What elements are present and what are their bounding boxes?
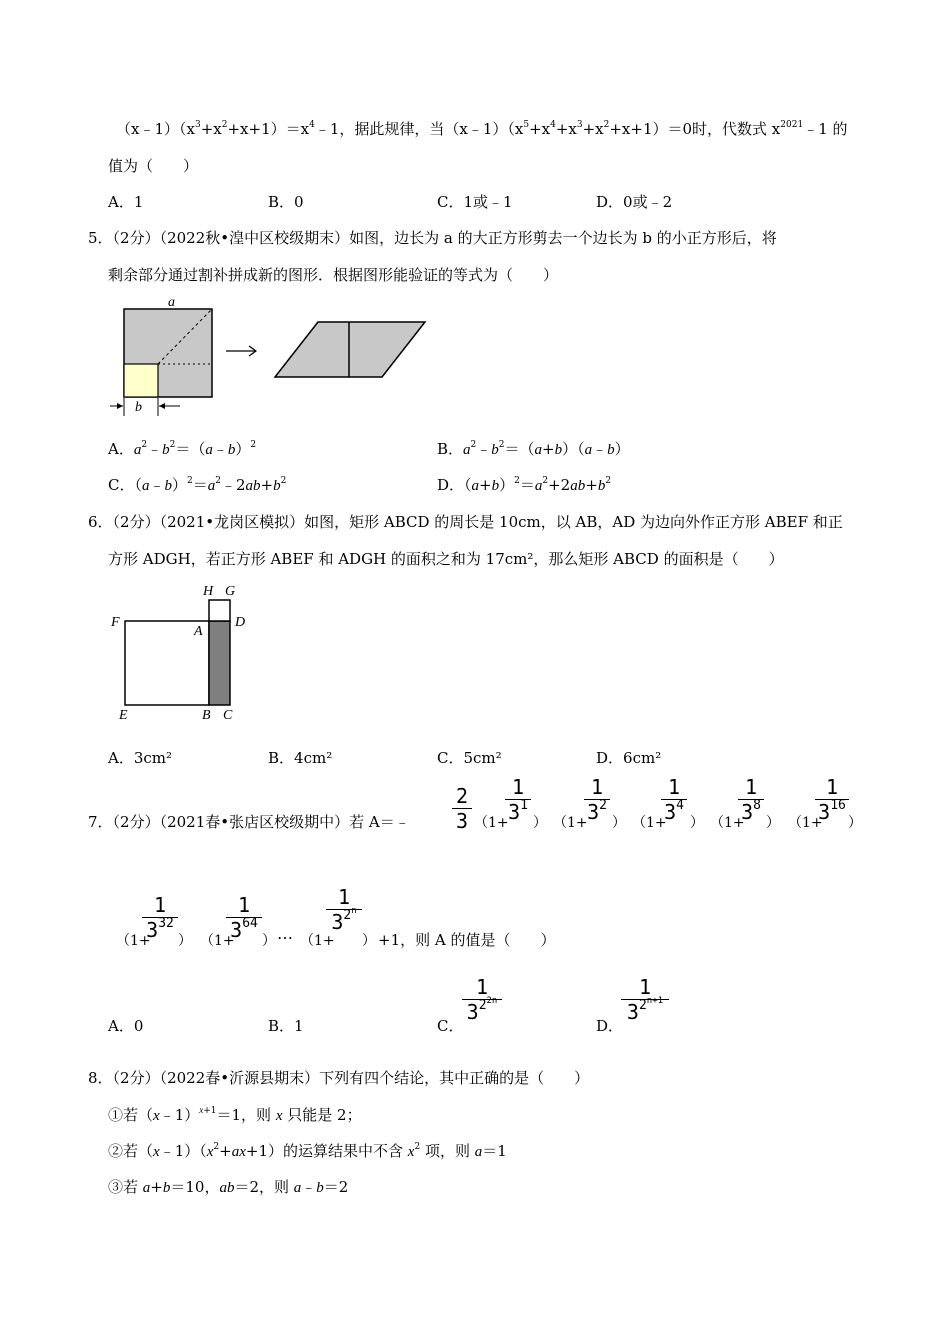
frac-num: 1 [744,775,758,799]
q7-frac-n [326,886,362,933]
q7-close-8: ） [362,933,376,949]
frac-den [462,996,502,1024]
q7-close-6: ） [178,933,192,949]
frac-den [815,798,849,824]
q7-close-4: ） [766,815,780,831]
q7-option-d-frac [621,976,669,1023]
frac-den [326,906,362,934]
frac-num: 1 [590,775,604,799]
q6-stem-line1: 6．（2分）（2021•龙岗区模拟）如图，矩形 ABCD 的周长是 10cm，以 AB，AD 为边向外作正方形 ABEF 和正 [88,513,843,531]
q5-option-b: B．$a^2﹣b^2=(a+b)(a﹣b)$ [437,440,630,458]
q4-text: +x [529,120,551,138]
q6-stem-line2: 方形 ADGH，若正方形 ABEF 和 ADGH 的面积之和为 17cm²，那么矩形 ABCD 的面积是（ ） [108,550,784,568]
exp: 2 [599,798,607,813]
exp: 64 [242,916,258,931]
frac-num: 1 [667,775,681,799]
square-adgh [209,600,230,621]
q7-close-2: ） [612,815,626,831]
q7-open-7: （1+ [200,933,235,949]
label-C: C [223,708,233,723]
q4-text: ﹣1 的 [803,120,848,138]
q7-close-3: ） [690,815,704,831]
b-arrowhead-right [159,403,165,409]
frac-den [661,798,687,824]
q4-line1 [116,118,848,139]
q4-option-b: B．0 [268,193,304,211]
frac-den [142,916,178,942]
base: 3 [626,1000,639,1024]
exp: 4 [550,120,556,130]
q7-option-d: D． [596,1017,624,1035]
q6-figure [105,578,265,726]
base: 2 [638,998,647,1013]
label-F: F [111,615,120,630]
q5-option-c: C．$(a﹣b)^2=a^2﹣2ab+b^2$ [108,476,287,494]
q5-stem-line1: 5．（2分）（2022秋•湟中区校级期末）如图，边长为 a 的大正方形剪去一个边长为 b 的小正方形后，将 [88,229,777,247]
parallelogram [275,322,425,377]
q7-tail: +1，则 A 的值是（ ） [378,931,556,949]
frac-num: 1 [337,885,351,909]
exp: 1 [520,798,528,813]
q7-close-1: ） [533,815,547,831]
base: 3 [146,918,159,942]
q7-open-3: （1+ [632,815,667,831]
q6-option-b: B．4cm² [268,749,333,767]
q4-text: +x+1）＝x [227,120,310,138]
q4-text: +x [582,120,604,138]
frac-den [738,798,764,824]
exp: 32 [158,916,174,931]
exp: 2021 [780,120,804,130]
q4-option-d: D．0或﹣2 [596,193,673,211]
q7-frac-3 [661,776,687,823]
label-b: b [135,400,142,415]
exp: n+1 [646,996,664,1006]
label-G: G [225,584,236,599]
b-arrowhead-left [117,403,123,409]
frac-num: 1 [237,893,251,917]
q7-option-c-frac [462,976,502,1023]
exp: n [351,906,357,916]
q4-text: （x﹣1）（x [116,120,195,138]
exp: 2 [221,120,228,130]
label-B: B [202,708,211,723]
base: 3 [331,910,344,934]
q7-open-5: （1+ [788,815,823,831]
q5-stem-line2: 剩余部分通过割补拼成新的图形．根据图形能验证的等式为（ ） [108,266,559,284]
frac-num: 1 [825,775,839,799]
frac-num: 1 [153,893,167,917]
frac-num: 1 [475,975,489,999]
q5-option-d: D．$(a+b)^2=a^2+2ab+b^2$ [437,476,612,494]
frac-den [505,798,531,824]
frac-den [226,916,262,942]
q7-option-c: C． [437,1017,464,1035]
base: 2 [343,908,352,923]
q8-statement-1: ①若（x﹣1）$^{x+1}$＝1，则 x 只能是 2； [108,1105,362,1124]
q8-statement-3: ③若 a+b＝10，ab＝2，则 a﹣b＝2 [108,1178,349,1196]
exp: 4 [676,798,684,813]
exp: 2 [603,120,610,130]
base: 2 [478,998,487,1013]
q7-option-b: B．1 [268,1017,304,1035]
exp: 3 [576,120,583,130]
q7-dots: ⋯ [277,928,293,947]
label-A: A [194,624,203,639]
q4-text: ﹣1，据此规律，当（x﹣1）（x [314,120,524,138]
frac-den [621,996,669,1024]
q4-text: +x [555,120,577,138]
base: 3 [587,800,600,824]
q7-frac-4 [738,776,764,823]
q7-open-1: （1+ [474,815,509,831]
base: 3 [664,800,677,824]
q5-option-a: A．$a^2﹣b^2=(a﹣b)^2$ [108,440,257,458]
exp: 8 [753,798,761,813]
q7-lead: 7．（2分）（2021春•张店区校级期中）若 A＝﹣ [88,813,410,831]
label-E: E [119,708,128,723]
q6-option-c: C．5cm² [437,749,502,767]
q4-option-a: A．1 [108,193,144,211]
label-a: a [168,295,175,310]
q4-option-c: C．1或﹣1 [437,193,513,211]
frac-den [584,798,610,824]
exp: 2n [486,996,498,1006]
base: 3 [230,918,243,942]
q7-close-7: ） [262,933,276,949]
label-D: D [235,615,246,630]
q8-stem: 8．（2分）（2022春•沂源县期末）下列有四个结论，其中正确的是（ ） [88,1069,590,1087]
q4-text: +x [200,120,222,138]
q7-open-6: （1+ [116,933,151,949]
base: 3 [741,800,754,824]
q8-statement-2: ②若$(x﹣1)(x^2+ax+1)$的运算结果中不含 $x^2$ 项，则 a＝1 [108,1142,507,1160]
frac-num: 1 [511,775,525,799]
q7-frac-5 [815,776,849,823]
q6-option-d: D．6cm² [596,749,662,767]
q4-text: +x+1）＝0时，代数式 x [609,120,781,138]
q7-frac-6 [142,894,178,941]
q5-figure [100,290,440,420]
exp: 3 [194,120,201,130]
q7-frac-2 [584,776,610,823]
q7-option-a: A．0 [108,1017,144,1035]
coef-num: 2 [455,784,469,808]
base: 3 [466,1000,479,1024]
base: 3 [508,800,521,824]
base: 3 [818,800,831,824]
q7-frac-1 [505,776,531,823]
frac-num: 1 [638,975,652,999]
exp: 4 [309,120,315,130]
exp: 5 [523,120,530,130]
q7-open-2: （1+ [553,815,588,831]
q7-open-4: （1+ [710,815,745,831]
q6-option-a: A．3cm² [108,749,173,767]
rectangle-abcd [209,621,230,705]
exp: 16 [830,798,846,813]
coef-den: 3 [455,809,469,833]
q4-line2: 值为（ ） [108,157,199,175]
q7-close-5: ） [848,815,862,831]
q7-open-8: （1+ [300,933,335,949]
q7-frac-7 [226,894,262,941]
label-H: H [203,584,214,599]
q7-coefficient [452,785,472,832]
small-square [124,364,158,397]
